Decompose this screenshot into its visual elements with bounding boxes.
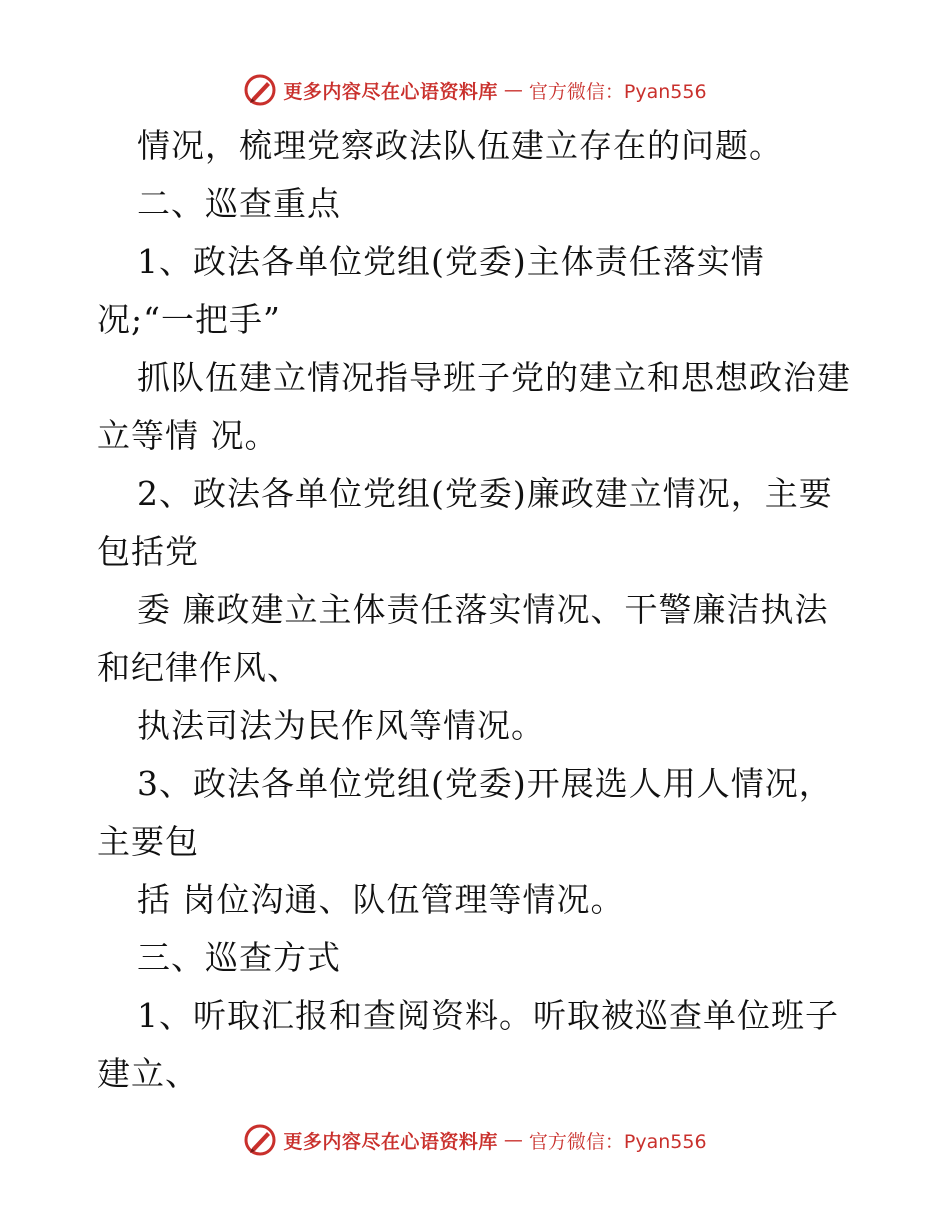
pen-logo-icon — [243, 1123, 277, 1157]
section-heading: 三、巡查方式 — [137, 938, 341, 977]
section-heading: 二、巡查重点 — [137, 184, 341, 223]
text-line: 2、政法各单位党组(党委)廉政建立情况，主要 — [137, 474, 833, 513]
text-line: 包括党 — [97, 532, 199, 571]
text-line: 立等情 况。 — [97, 416, 279, 455]
footer-banner-dash: — — [503, 1129, 523, 1151]
header-banner-wechat: 官方微信：Pyan556 — [528, 80, 707, 103]
text-line: 括 岗位沟通、队伍管理等情况。 — [137, 880, 625, 919]
header-banner-title: 更多内容尽在心语资料库 — [283, 80, 498, 103]
footer-banner-wechat: 官方微信：Pyan556 — [528, 1130, 707, 1153]
text-line: 委 廉政建立主体责任落实情况、干警廉洁执法 — [137, 590, 829, 629]
header-banner — [0, 70, 950, 110]
text-line: 主要包 — [97, 822, 199, 861]
text-line: 1、政法各单位党组(党委)主体责任落实情 — [137, 242, 765, 281]
text-line: 建立、 — [97, 1054, 199, 1093]
text-line: 抓队伍建立情况指导班子党的建立和思想政治建 — [137, 358, 851, 397]
text-line: 执法司法为民作风等情况。 — [137, 706, 545, 745]
footer-banner-title: 更多内容尽在心语资料库 — [283, 1130, 498, 1153]
text-line: 1、听取汇报和查阅资料。听取被巡查单位班子 — [137, 996, 839, 1035]
text-line: 情况，梳理党察政法队伍建立存在的问题。 — [137, 126, 783, 165]
pen-logo-icon — [243, 73, 277, 107]
header-banner-dash: — — [503, 79, 523, 101]
footer-banner — [0, 1120, 950, 1160]
text-line: 和纪律作风、 — [97, 648, 301, 687]
text-line: 况;“一把手” — [97, 300, 281, 339]
text-line: 3、政法各单位党组(党委)开展选人用人情况， — [137, 764, 833, 803]
